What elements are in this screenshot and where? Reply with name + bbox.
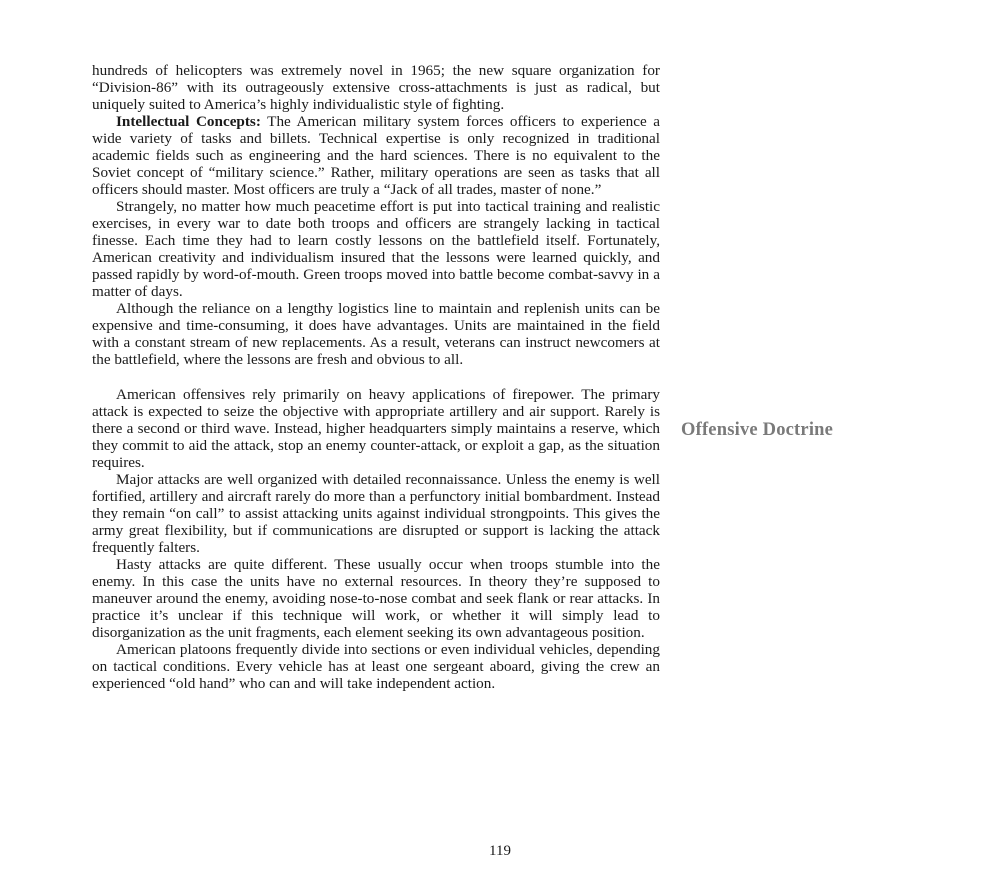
paragraph-text: Although the reliance on a lengthy logistics line to maintain and replenish units can be expensive and time-consuming, it does have advantages. Units are maintained in the field with a constant stream of new replacements. As a result, veterans can instruct newcomers at the battlefield, where the lessons are fresh and obvious to all. <box>92 300 660 368</box>
paragraph-continuation <box>92 62 660 113</box>
paragraph-intellectual-concepts <box>92 113 660 198</box>
paragraph-hasty-attacks <box>92 556 660 641</box>
paragraph-logistics <box>92 300 660 368</box>
paragraph-offensives <box>92 386 660 471</box>
paragraph-platoons <box>92 641 660 692</box>
paragraph-text: American platoons frequently divide into sections or even individual vehicles, depending on tactical conditions. Every vehicle has at least one sergeant aboard, giving the crew an experienced “old hand” who can and will take independent action. <box>92 641 660 692</box>
paragraph-text: The American military system forces officers to experience a wide variety of tasks and billets. Technical expertise is only recognized in traditional academic fields such as engineering and the hard sciences. There is no equivalent to the Soviet concept of “military science.” Rather, military operations are seen as tasks that all officers should master. Most officers are truly a “Jack of all trades, master of none.” <box>92 113 660 198</box>
section-spacer <box>92 368 660 386</box>
main-text-column <box>92 62 660 692</box>
sidebar-section-heading: Offensive Doctrine <box>681 420 834 440</box>
paragraph-text: American offensives rely primarily on heavy applications of firepower. The primary attack is expected to seize the objective with appropriate artillery and air support. Rarely is there a second or third wave. Instead, higher headquarters simply maintains a reserve, which they commit to aid the attack, stop an enemy counter-attack, or exploit a gap, as the situation requires. <box>92 386 660 471</box>
paragraph-text: Strangely, no matter how much peacetime effort is put into tactical training and realistic exercises, in every war to date both troops and officers are strangely lacking in tactical finesse. Each time they had to learn costly lessons on the battlefield itself. Fortunately, American creativity and individualism insured that the lessons were learned quickly, and passed rapidly by word-of-mouth. Green troops moved into battle become combat-savvy in a matter of days. <box>92 198 660 300</box>
paragraph-text: hundreds of helicopters was extremely novel in 1965; the new square organization for “Division-86” with its outrageously extensive cross-attachments is just as radical, but uniquely suited to America’s highly individualistic style of fighting. <box>92 62 660 113</box>
paragraph-text: Major attacks are well organized with detailed reconnaissance. Unless the enemy is well fortified, artillery and aircraft rarely do more than a perfunctory initial bombardment. Instead they remain “on call” to assist attacking units against individual strongpoints. This gives the army great flexibility, but if communications are disrupted or support is lacking the attack frequently falters. <box>92 471 660 556</box>
paragraph-major-attacks <box>92 471 660 556</box>
paragraph-text: Hasty attacks are quite different. These usually occur when troops stumble into the enemy. In this case the units have no external resources. In theory they’re supposed to maneuver around the enemy, avoiding nose-to-nose combat and seek flank or rear attacks. In practice it’s unclear if this technique will work, or whether it will simply lead to disorganization as the unit fragments, each element seeking its own advantageous position. <box>92 556 660 641</box>
paragraph-tactical-finesse <box>92 198 660 300</box>
run-in-heading: Intellectual Concepts: <box>116 113 261 130</box>
page-number: 119 <box>489 843 511 859</box>
